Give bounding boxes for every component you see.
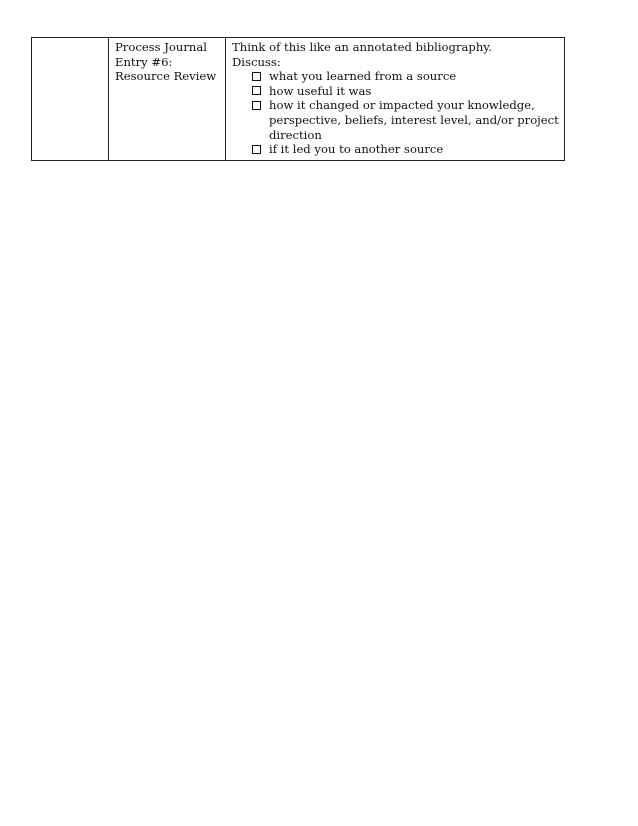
table-row: [32, 38, 565, 161]
checklist-item: [252, 98, 560, 142]
checkbox-icon: [252, 86, 261, 95]
checklist-item-text: what you learned from a source: [269, 69, 457, 84]
checklist-item: [252, 69, 560, 84]
checkbox-icon: [252, 145, 261, 154]
checklist-item-text: if it led you to another source: [269, 142, 444, 157]
assignment-title-cell: [109, 38, 226, 161]
assignment-title-line: Entry #6:: [115, 54, 173, 69]
checkbox-icon: [252, 101, 261, 110]
assignment-title-line: Process Journal: [115, 40, 207, 54]
checkbox-icon: [252, 72, 261, 81]
assignment-description-cell: [226, 38, 565, 161]
empty-cell: [32, 38, 109, 161]
discuss-label: Discuss:: [232, 54, 281, 69]
checklist-item: [252, 84, 560, 99]
discussion-checklist: [232, 69, 560, 157]
checklist-item-text: how useful it was: [269, 83, 372, 98]
intro-text: Think of this like an annotated bibliography.: [232, 40, 492, 54]
assignment-title-line: Resource Review: [115, 69, 217, 84]
assignment-table: [31, 37, 565, 161]
checklist-item: [252, 142, 560, 157]
checklist-item-text: how it changed or impacted your knowledge, perspective, beliefs, interest level, and/or project direction: [269, 98, 559, 142]
